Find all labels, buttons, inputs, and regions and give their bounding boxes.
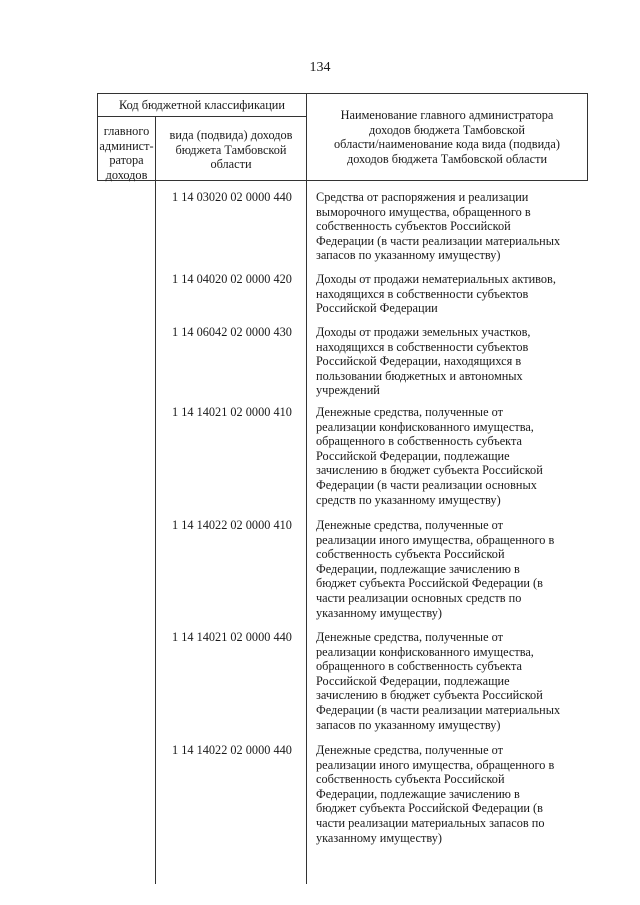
- revenue-name-line: бюджет субъекта Российской Федерации (в: [316, 801, 543, 816]
- revenue-name-line: Российской Федерации, подлежащие: [316, 673, 510, 688]
- revenue-name-line: реализации иного имущества, обращенного в: [316, 757, 555, 772]
- revenue-name-line: собственность субъекта Российской: [316, 772, 505, 787]
- header-col-admin: [98, 124, 155, 182]
- revenue-name-line: Российской Федерации: [316, 301, 438, 316]
- admin-column-divider: [155, 116, 156, 884]
- revenue-name-line: реализации конфискованного имущества,: [316, 644, 534, 659]
- revenue-name-line: учреждений: [316, 383, 380, 398]
- revenue-name-line: Доходы от продажи земельных участков,: [316, 325, 531, 339]
- revenue-name-line: зачислению в бюджет субъекта Российской: [316, 463, 543, 478]
- revenue-code: 1 14 04020 02 0000 420: [172, 272, 292, 286]
- table-top-border: [97, 93, 588, 94]
- revenue-name-line: Федерации, подлежащие зачислению в: [316, 786, 520, 801]
- revenue-name-line: реализации иного имущества, обращенного в: [316, 532, 555, 547]
- revenue-name-line: Федерации (в части реализации основных: [316, 477, 537, 492]
- revenue-name: [316, 630, 584, 732]
- revenue-name-line: Средства от распоряжения и реализации: [316, 190, 529, 204]
- group-title-divider: [97, 116, 306, 117]
- revenue-name-line: средств по указанному имуществу): [316, 492, 501, 507]
- revenue-name: [316, 325, 584, 398]
- revenue-name-line: Российской Федерации, подлежащие: [316, 448, 510, 463]
- header-group-title: Код бюджетной классификации: [119, 98, 285, 112]
- revenue-code: 1 14 03020 02 0000 440: [172, 190, 292, 204]
- revenue-code: 1 14 14021 02 0000 440: [172, 630, 292, 644]
- revenue-name: [316, 272, 584, 316]
- header-col-name-line: области/наименование кода вида (подвида): [334, 137, 560, 152]
- revenue-name-line: Федерации, подлежащие зачислению в: [316, 561, 520, 576]
- revenue-code: 1 14 14021 02 0000 410: [172, 405, 292, 419]
- revenue-name-line: находящихся в собственности субъектов: [316, 286, 529, 301]
- revenue-name-line: Федерации (в части реализации материальных: [316, 233, 561, 248]
- revenue-name-line: указанному имуществу): [316, 605, 442, 620]
- revenue-name-line: Денежные средства, полученные от: [316, 518, 503, 532]
- header-col-code-line: вида (подвида) доходов: [169, 128, 293, 142]
- revenue-name-line: находящихся в собственности субъектов: [316, 339, 529, 354]
- revenue-name-line: бюджет субъекта Российской Федерации (в: [316, 576, 543, 591]
- header-col-name: [308, 108, 586, 166]
- header-col-code: [157, 128, 305, 172]
- revenue-name-line: части реализации материальных запасов по: [316, 815, 545, 830]
- header-col-code-line: области: [210, 157, 252, 172]
- page-number: 134: [309, 60, 331, 75]
- revenue-name-line: Доходы от продажи нематериальных активов,: [316, 272, 556, 286]
- header-bottom-border: [97, 180, 588, 181]
- revenue-name-line: зачислению в бюджет субъекта Российской: [316, 688, 543, 703]
- revenue-name-line: части реализации основных средств по: [316, 590, 522, 605]
- revenue-name-line: Российской Федерации, находящихся в: [316, 354, 522, 369]
- revenue-name-line: выморочного имущества, обращенного в: [316, 204, 531, 219]
- code-column-divider: [306, 93, 307, 884]
- revenue-name-line: обращенного в собственность субъекта: [316, 434, 522, 449]
- revenue-name: [316, 190, 584, 263]
- revenue-name: [316, 405, 584, 507]
- header-col-admin-line: главного: [103, 124, 150, 138]
- header-col-admin-line: админист-: [99, 138, 154, 153]
- revenue-name-line: Денежные средства, полученные от: [316, 743, 503, 757]
- revenue-code: 1 14 14022 02 0000 410: [172, 518, 292, 532]
- revenue-name: [316, 518, 584, 620]
- header-col-code-line: бюджета Тамбовской: [175, 142, 287, 157]
- header-col-admin-line: доходов: [105, 167, 148, 182]
- revenue-name-line: реализации конфискованного имущества,: [316, 419, 534, 434]
- revenue-name-line: обращенного в собственность субъекта: [316, 659, 522, 674]
- revenue-name-line: запасов по указанному имуществу): [316, 717, 501, 732]
- revenue-code: 1 14 06042 02 0000 430: [172, 325, 292, 339]
- header-col-name-line: Наименование главного администратора: [340, 108, 554, 122]
- revenue-name: [316, 743, 584, 845]
- revenue-name-line: пользовании бюджетных и автономных: [316, 368, 523, 383]
- table-right-border: [587, 93, 588, 181]
- header-col-name-line: доходов бюджета Тамбовской области: [346, 151, 548, 166]
- revenue-code: 1 14 14022 02 0000 440: [172, 743, 292, 757]
- revenue-name-line: Федерации (в части реализации материальных: [316, 702, 561, 717]
- revenue-name-line: собственность субъекта Российской: [316, 547, 505, 562]
- revenue-name-line: запасов по указанному имуществу): [316, 248, 501, 263]
- header-col-admin-line: ратора: [109, 153, 144, 168]
- revenue-name-line: собственность субъектов Российской: [316, 219, 511, 234]
- revenue-name-line: Денежные средства, полученные от: [316, 405, 503, 419]
- revenue-name-line: указанному имуществу): [316, 830, 442, 845]
- header-col-name-line: доходов бюджета Тамбовской: [369, 122, 525, 137]
- revenue-name-line: Денежные средства, полученные от: [316, 630, 503, 644]
